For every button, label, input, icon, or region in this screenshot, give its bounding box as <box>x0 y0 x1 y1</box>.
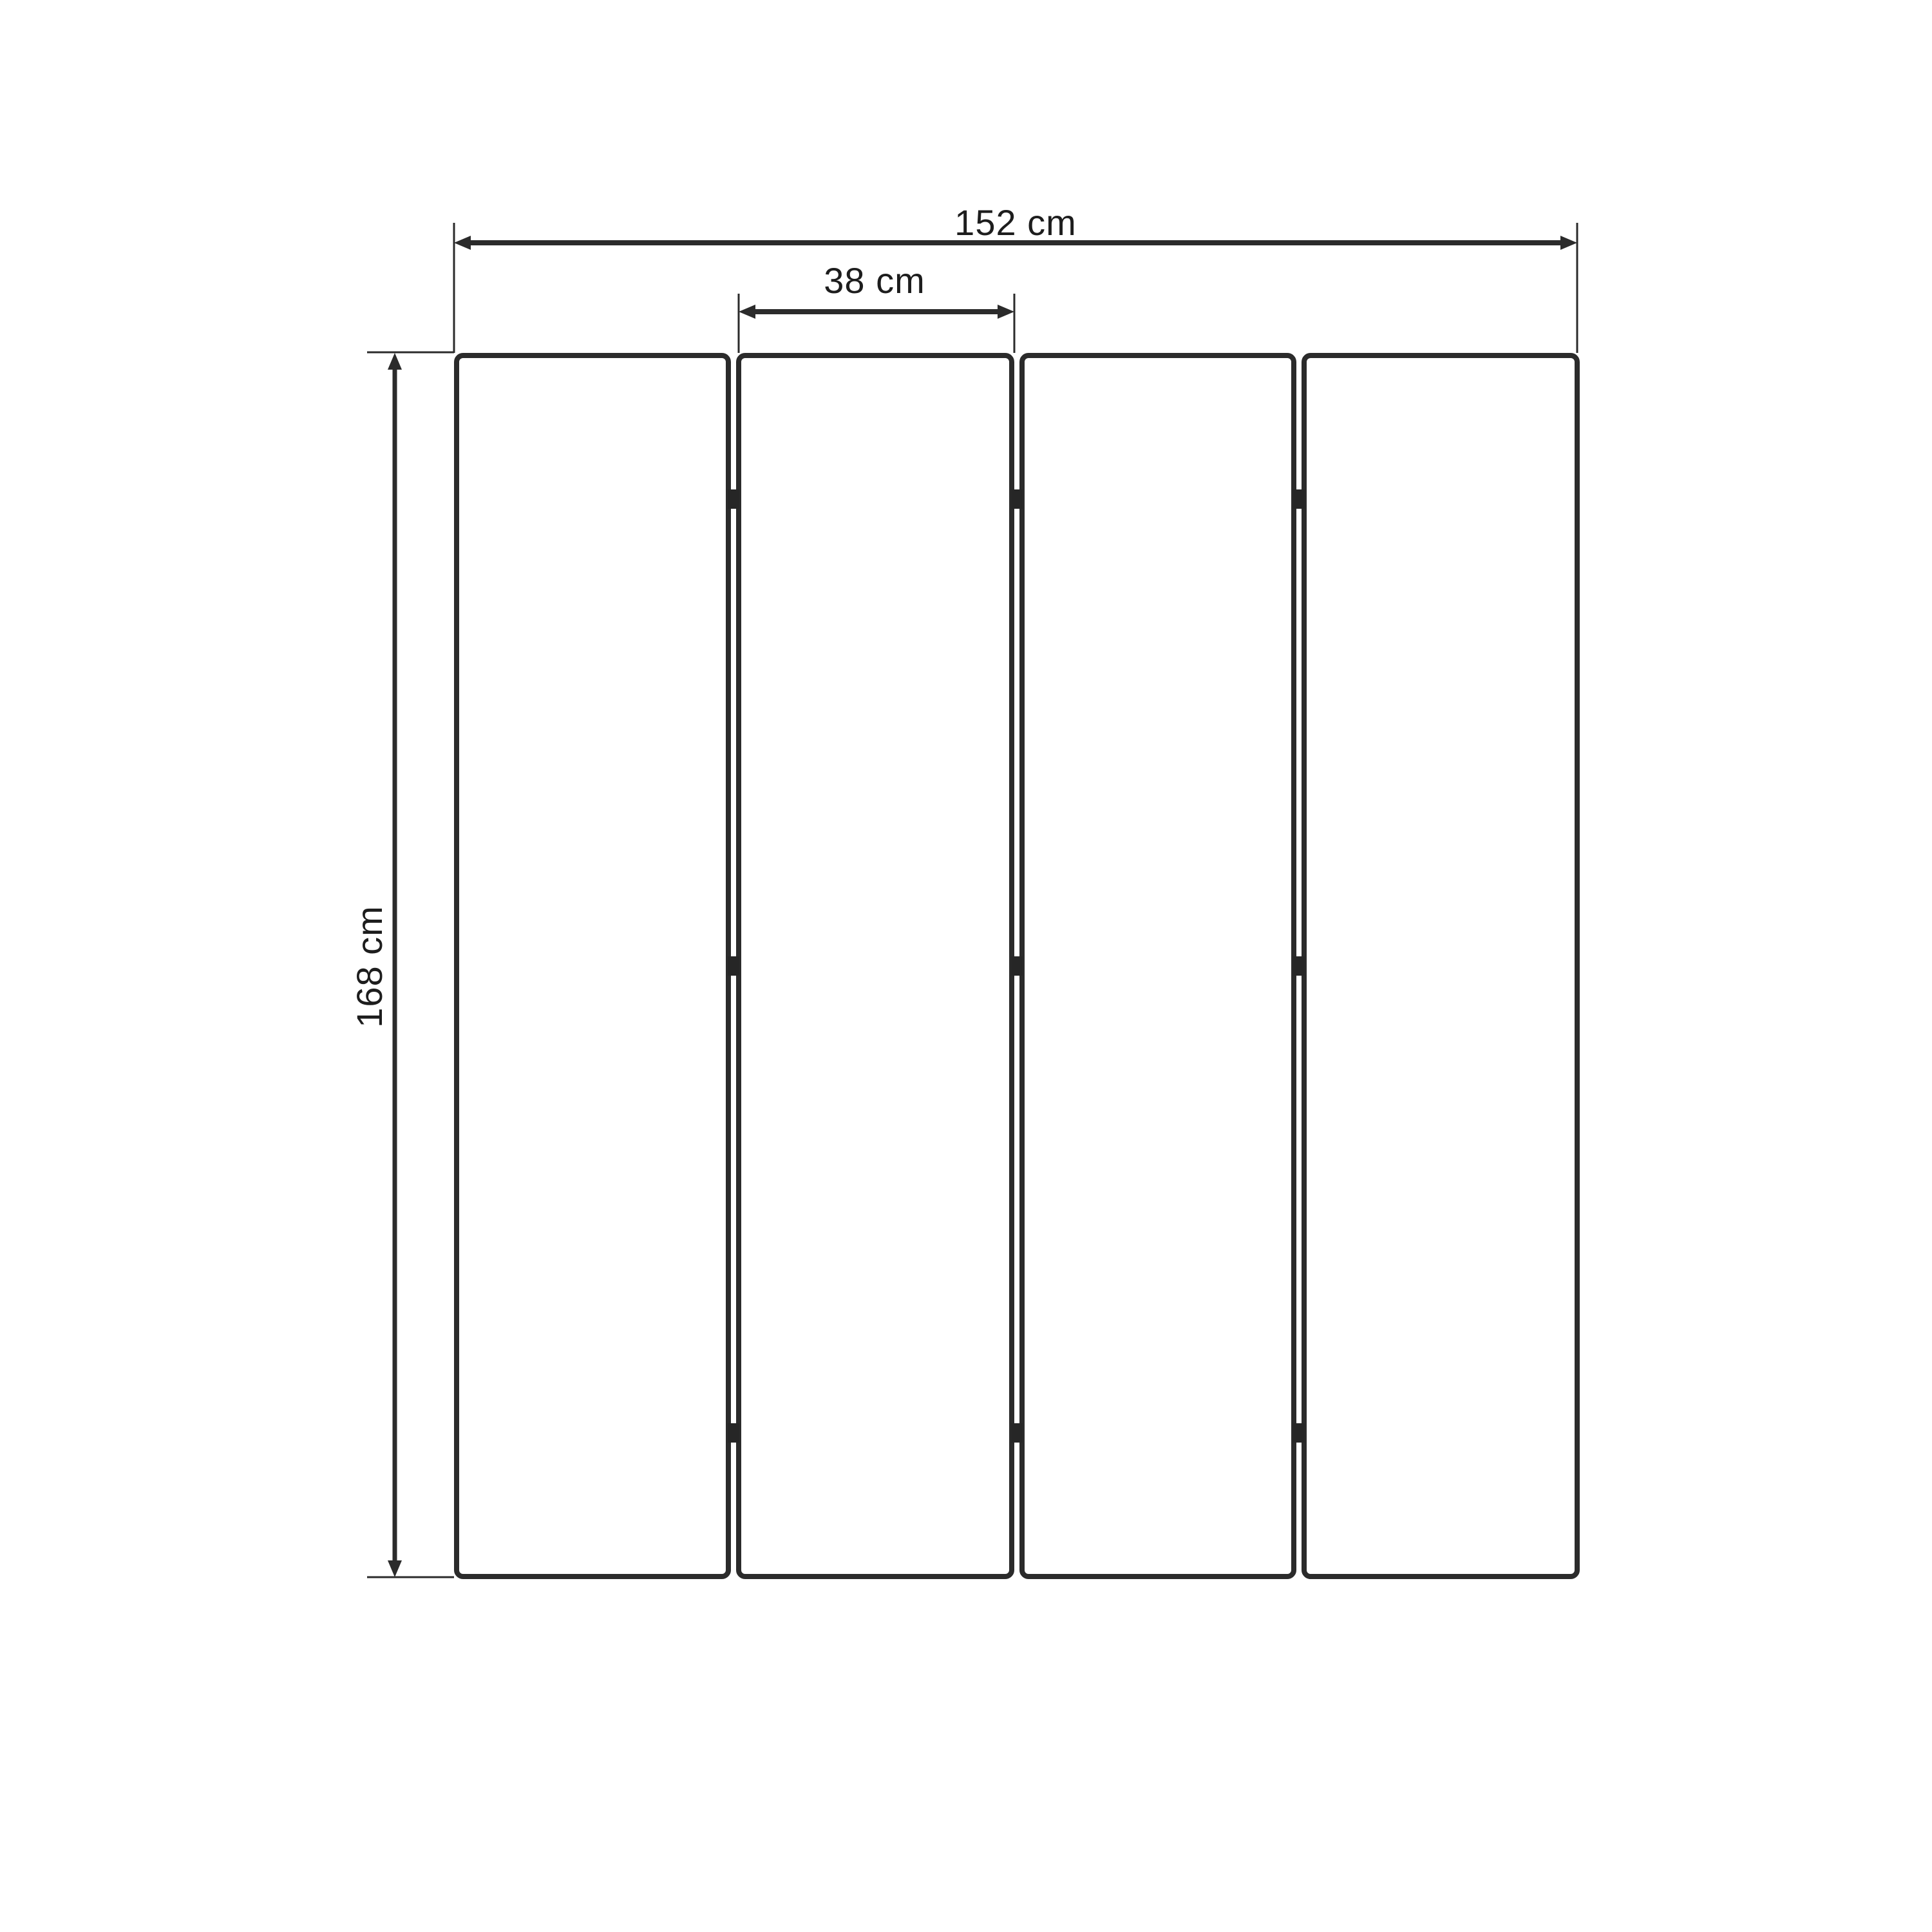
hinge-icon <box>1011 1423 1023 1443</box>
arrowhead-right-icon <box>1560 236 1577 250</box>
total-width-label: 152 cm <box>954 202 1077 243</box>
height-label: 168 cm <box>349 905 390 1028</box>
panel-4 <box>1302 353 1580 1579</box>
hinge-icon <box>1011 956 1023 976</box>
panel-width-label: 38 cm <box>824 260 925 301</box>
hinge-icon <box>728 489 739 509</box>
hinge-icon <box>1293 956 1305 976</box>
hinge-icon <box>1293 489 1305 509</box>
hinge-icon <box>728 956 739 976</box>
hinge-icon <box>728 1423 739 1443</box>
panel-3 <box>1019 353 1296 1579</box>
panel-width-dimension <box>739 294 1014 353</box>
panel-1 <box>454 353 731 1579</box>
hinge-icon <box>1293 1423 1305 1443</box>
arrowhead-left-icon <box>454 236 471 250</box>
panel-2 <box>736 353 1014 1579</box>
arrowhead-up-icon <box>388 353 402 370</box>
arrowhead-left-icon <box>739 305 755 319</box>
hinge-icon <box>1011 489 1023 509</box>
arrowhead-down-icon <box>388 1560 402 1577</box>
arrowhead-right-icon <box>998 305 1014 319</box>
